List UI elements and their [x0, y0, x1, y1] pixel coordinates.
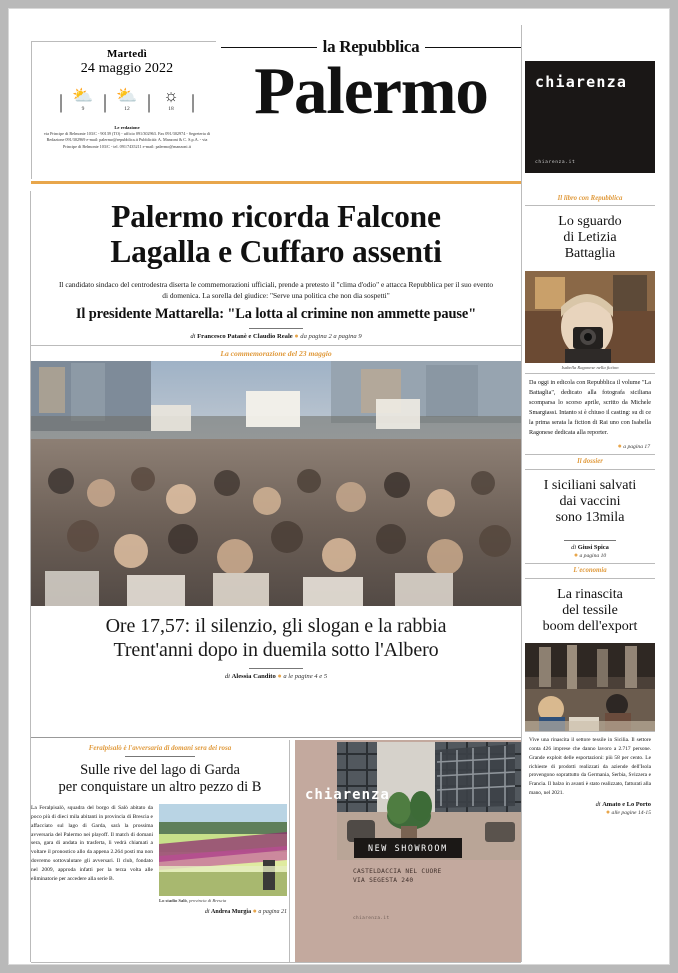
- edition-name: Palermo: [254, 54, 488, 128]
- photo-kicker: La commemorazione del 23 maggio: [220, 348, 332, 358]
- bullet-icon: ●: [252, 906, 257, 915]
- caption-line-1: Ore 17,57: il silenzio, gli slogan e la rabbia: [105, 614, 447, 637]
- bullet-icon: ●: [605, 807, 611, 816]
- ad-address-line-2: VIA SEGESTA 240: [353, 876, 414, 884]
- sidebar-byline-author: Amato e Lo Porto: [602, 800, 651, 808]
- sport-title-line-1: Sulle rive del lago di Garda: [80, 762, 240, 778]
- sidebar-byline-author: Giusi Spica: [577, 543, 609, 551]
- weather-hour-2: 12: [124, 106, 130, 112]
- caption-byline: [31, 672, 521, 680]
- masthead: [9, 17, 671, 189]
- weather-divider: |: [58, 91, 63, 113]
- weather-date: 24 maggio 2022: [80, 61, 174, 76]
- main-byline: [31, 332, 521, 340]
- sidebar-title-line-1: La rinascita: [557, 586, 623, 602]
- masthead-credit-title: Le redazione: [114, 125, 140, 130]
- sidebar-story-book[interactable]: [525, 191, 655, 454]
- ad-brand-name: chiarenza: [535, 73, 628, 91]
- sidebar-kicker-economy: L'economia: [573, 567, 607, 575]
- advertisement-bottom[interactable]: [295, 740, 521, 962]
- headline-line-2: Lagalla e Cuffaro assenti: [110, 234, 442, 270]
- caption-byline-prefix: di: [224, 672, 230, 680]
- weather-divider: |: [191, 91, 196, 113]
- sun-behind-cloud-icon: ⛅: [116, 86, 138, 105]
- weather-cell-3: [153, 87, 189, 112]
- sidebar-ref-text: a pagina 17: [623, 443, 650, 450]
- sport-title: [31, 762, 289, 797]
- crowd-commemoration-photo: [31, 361, 521, 606]
- byline-page-ref: da pagina 2 a pagina 9: [300, 332, 362, 340]
- weather-day: Martedì: [107, 48, 147, 60]
- sidebar-ref-text: alle pagine 14-15: [611, 809, 651, 816]
- byline-prefix: di: [190, 332, 196, 340]
- sport-photo-caption: [159, 896, 287, 903]
- sport-story[interactable]: [31, 740, 289, 915]
- rule-left: [221, 47, 317, 48]
- sun-behind-cloud-icon: ⛅: [72, 86, 94, 105]
- caption-byline-authors: Alessia Candito: [231, 672, 276, 680]
- ad-bottom-brand: chiarenza: [305, 787, 390, 803]
- sun-icon: ☼: [163, 86, 179, 105]
- ad-new-showroom-badge: NEW SHOWROOM: [354, 838, 462, 858]
- sidebar-byline-prefix: di: [571, 543, 577, 551]
- sidebar-ref-text: a pagina 10: [579, 552, 607, 559]
- sport-photo-caption-rest: , provincia di Brescia: [186, 897, 227, 903]
- sidebar-title-line-1: Lo sguardo: [558, 214, 622, 229]
- caption-line-2: Trent'anni dopo in duemila sotto l'Albero: [113, 639, 439, 662]
- sidebar-title-line-3: Battaglia: [564, 246, 616, 262]
- weather-hour-1: 9: [81, 106, 85, 112]
- sport-byline-prefix: di: [204, 908, 210, 915]
- sidebar-byline-rule: [564, 540, 616, 541]
- masthead-credit-text: via Principe di Belmonte 103/C - 90139 (TO) - ufficio 091/302963. Fax 091/302974 - Segreteria di Redazione 091/302969 e-mail: palermo@repubblica.it Pubblicità: A. Manzoni & C. S.p.A. - via Principe di Belmonte 103/C - tel. 091/7435211 e-mail: palermo@manzoni.it: [43, 131, 211, 149]
- bullet-icon: ●: [617, 441, 622, 450]
- sport-byline-ref: a pagina 21: [258, 908, 287, 915]
- sport-rule: [125, 756, 195, 757]
- orange-divider-rule: [31, 181, 521, 184]
- sidebar-title-line-2: del tessile: [562, 602, 618, 618]
- page-footer-rule: [31, 962, 521, 963]
- sidebar-body-book: Da oggi in edicola con Repubblica il volume "La Battaglia", dedicato alla fotografa siciliana scomparsa lo scorso aprile, scritto da Michele Smargiassi. Intanto si è chiuso il casting: su di ce la prima serata la fiction di Rai uno con Isabella Ragonese dedicata alla reporter.: [529, 378, 651, 436]
- sidebar-title-line-2: di Letizia: [563, 230, 617, 246]
- bullet-icon: ●: [277, 671, 282, 680]
- sidebar-title-line-1: I siciliani salvati: [543, 477, 637, 493]
- byline-rule: [249, 328, 303, 329]
- weather-box: [31, 41, 216, 179]
- main-story: [31, 191, 521, 680]
- letizia-battaglia-photo: [525, 271, 655, 363]
- masthead-vertical-rule: [521, 25, 522, 197]
- crowd-photo-graphic: [31, 361, 521, 606]
- sidebar-title-economy: [525, 579, 655, 644]
- sidebar-story-dossier[interactable]: [525, 455, 655, 563]
- sport-body: La Feralpisalò, squadra del borgo di Salò abitato da poco più di dieci mila abitanti in provincia di Brescia e affacciato sul lago di Garda, sarà la prossima avversaria del Palermo nei playoff. Il match di domani sera, gara di andata in trasferta, li vedrà chiamati a voltare il pronostico allo da appena 2.264 posti ma non dovremo sottovalutare gli avversari. Il club, fondato nel 2009, approda infatti per la terza volta alle eliminatorie per accedere alla serie B.: [31, 804, 153, 883]
- bottom-section-rule: [31, 737, 521, 738]
- main-summary: Il candidato sindaco del centrodestra diserta le commemorazioni ufficiali, prende a pretesto il "clima d'odio" e attacca Repubblica per il suo evento di domenica. La sorella del giudice: "Serve una politica che non dia sospetti": [58, 279, 494, 300]
- weather-cell-2: [109, 87, 145, 112]
- ad-address: [353, 868, 442, 886]
- textile-factory-photo: [525, 643, 655, 731]
- stadium-photo-graphic: [159, 804, 287, 896]
- weather-divider: |: [102, 91, 107, 113]
- sidebar-byline-ref-economy: [525, 808, 655, 820]
- sport-kicker: Feralpisalò è l'avversaria di domani sera dei rosa: [88, 744, 232, 752]
- sport-byline-author: Andrea Murgia: [211, 908, 252, 915]
- sidebar-story-economy[interactable]: [525, 564, 655, 820]
- weather-divider: |: [147, 91, 152, 113]
- sidebar-title-line-3: sono 13mila: [555, 510, 625, 526]
- sidebar-kicker-dossier: Il dossier: [577, 458, 603, 466]
- sport-photo-caption-bold: Lo stadio Salò: [159, 897, 187, 903]
- sport-byline: [31, 903, 289, 915]
- sidebar-title-book: [525, 206, 655, 271]
- caption-byline-rule: [249, 668, 303, 669]
- sport-photo-wrap: [159, 804, 287, 903]
- main-subhead: Il presidente Mattarella: "La lotta al crimine non ammette pause": [75, 305, 477, 322]
- weather-hour-3: 18: [168, 106, 174, 112]
- sidebar-byline-economy: [525, 798, 655, 808]
- rule-right: [425, 47, 521, 48]
- publication-name: la Repubblica: [322, 37, 420, 56]
- photo-caption-block: [31, 606, 521, 680]
- ad-tagline: chiarenza.it: [535, 160, 576, 165]
- sport-columns: [31, 804, 289, 903]
- newspaper-front-page: [8, 8, 670, 965]
- sidebar-title-line-3: boom dell'export: [542, 619, 638, 635]
- right-column-rule: [521, 191, 522, 962]
- bullet-icon: ●: [294, 331, 299, 340]
- bullet-icon: ●: [573, 550, 579, 559]
- sidebar-photo-caption: Isabella Ragonese nella fiction: [561, 364, 619, 370]
- factory-photo-graphic: [525, 643, 655, 731]
- byline-authors: Francesco Patanè e Claudio Reale: [197, 332, 293, 340]
- sidebar-ref-book: [525, 440, 655, 454]
- sidebar-title-dossier: [525, 470, 655, 535]
- bottom-vertical-divider: [289, 740, 290, 962]
- weather-cell-1: [65, 87, 101, 112]
- caption-byline-ref: a le pagine 4 e 5: [283, 672, 328, 680]
- sport-title-line-2: per conquistare un altro pezzo di B: [58, 779, 262, 796]
- sidebar-body-economy: Vive una rinascita il settore tessile in Sicilia. Il settore conta 426 imprese che danno lavoro a 2.717 persone. Grande exploit delle esportazioni: più 58 per cento. Le richieste di prodotti realizzati da aziende dell'Isola provengono soprattutto da Germania, Serbia, Svizzera e Francia. Il balzo in avanti è stato realizzato, fatturati alla mano, nel 2021.: [529, 737, 651, 796]
- sidebar-title-line-2: dai vaccini: [559, 494, 621, 510]
- salo-stadium-photo: [159, 804, 287, 896]
- right-sidebar: [525, 191, 655, 820]
- ad-address-line-1: CASTELDACCIA NEL CUORE: [353, 868, 442, 875]
- main-headline: [31, 199, 521, 270]
- sidebar-byline-ref-dossier: [525, 551, 655, 563]
- advertisement-top[interactable]: [525, 61, 655, 173]
- sidebar-byline-dossier: [525, 544, 655, 551]
- portrait-photo-graphic: [525, 271, 655, 363]
- sidebar-byline-prefix: di: [595, 800, 601, 808]
- sidebar-kicker-book: Il libro con Repubblica: [557, 194, 623, 202]
- headline-line-1: Palermo ricorda Falcone: [111, 199, 441, 234]
- ad-bottom-footer: chiarenza.it: [353, 916, 390, 921]
- weather-forecast-row: [38, 87, 216, 112]
- logo-area: [221, 37, 521, 128]
